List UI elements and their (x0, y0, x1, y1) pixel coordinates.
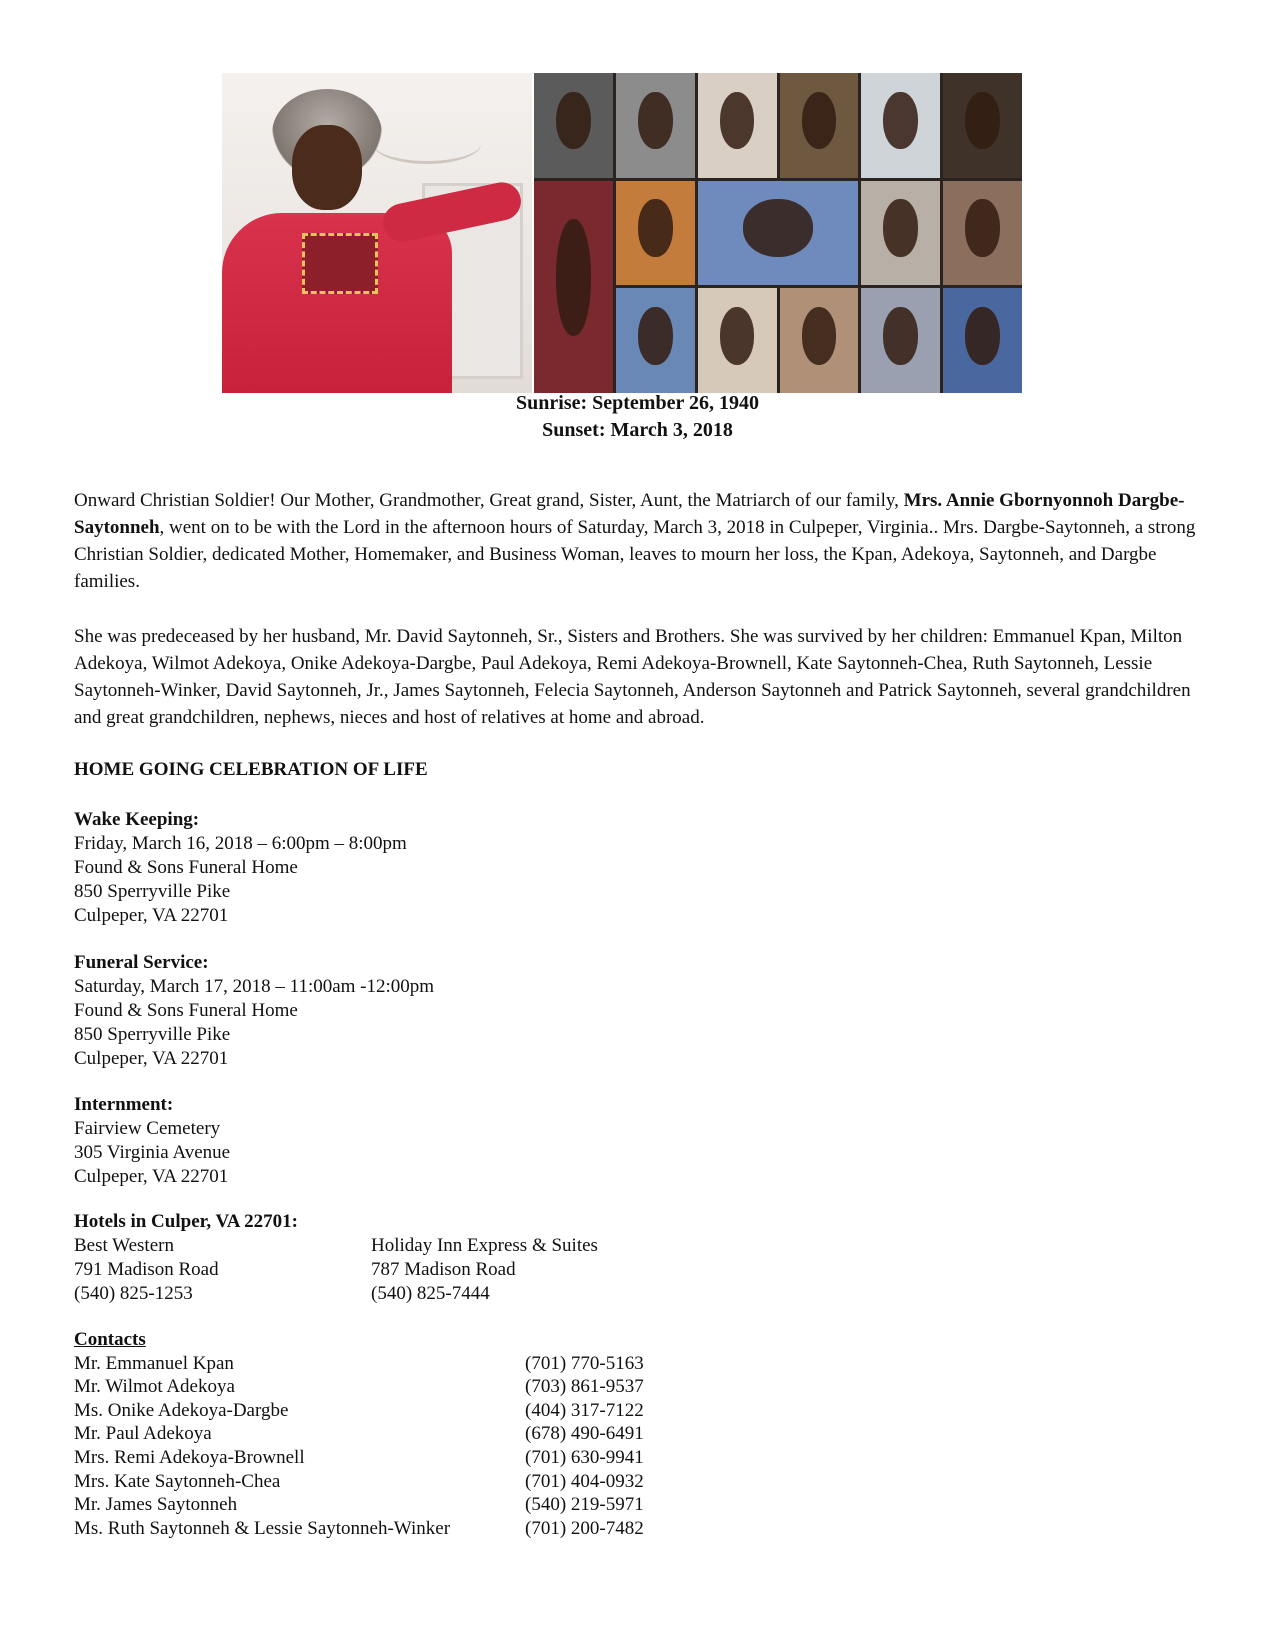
wake-line: Culpeper, VA 22701 (74, 905, 229, 926)
contact-row (74, 1375, 694, 1399)
internment-line: Fairview Cemetery (74, 1118, 221, 1139)
intro-rest: , went on to be with the Lord in the afternoon hours of Saturday, March 3, 2018 in Culpeper, Virginia.. Mrs. Dargbe-Saytonneh, a strong Christian Soldier, dedicated Mother, Homemaker, and Business Woman, leaves to mourn her loss, the Kpan, Adekoya, Saytonneh, and Dargbe families. (74, 517, 1196, 592)
internment-line: Culpeper, VA 22701 (74, 1166, 229, 1187)
contact-phone: (701) 404-0932 (525, 1470, 644, 1492)
contact-phone: (701) 770-5163 (525, 1352, 644, 1374)
intro-text: Onward Christian Soldier! Our Mother, Grandmother, Great grand, Sister, Aunt, the Matriarch of our family, (74, 490, 904, 511)
wake-title: Wake Keeping: (74, 809, 200, 830)
hotel-address: 791 Madison Road (74, 1259, 219, 1280)
celebration-heading: HOME GOING CELEBRATION OF LIFE (74, 759, 428, 780)
hotel-phone: (540) 825-1253 (74, 1283, 193, 1304)
contacts-section (74, 1328, 694, 1540)
collage-photo (534, 73, 613, 178)
contact-phone: (701) 200-7482 (525, 1517, 644, 1539)
collage-photo (698, 288, 777, 393)
wake-line: Friday, March 16, 2018 – 6:00pm – 8:00pm (74, 833, 407, 854)
funeral-line: Culpeper, VA 22701 (74, 1048, 229, 1069)
hotel-entry (74, 1234, 354, 1306)
hotel-name: Holiday Inn Express & Suites (371, 1235, 598, 1256)
collage-photo (780, 288, 859, 393)
collage-photo (943, 73, 1022, 178)
funeral-title: Funeral Service: (74, 952, 209, 973)
wake-section (74, 808, 407, 928)
collage-photo (780, 73, 859, 178)
collage-photo (616, 288, 695, 393)
hotels-title: Hotels in Culper, VA 22701: (74, 1211, 298, 1232)
collage-photo (861, 73, 940, 178)
contacts-title: Contacts (74, 1329, 146, 1350)
contact-phone: (540) 219-5971 (525, 1494, 644, 1516)
hotels-section (74, 1210, 598, 1304)
internment-line: 305 Virginia Avenue (74, 1142, 231, 1163)
wake-line: 850 Sperryville Pike (74, 881, 231, 902)
photo-collage (534, 73, 1022, 393)
contact-name: Mr. Paul Adekoya (74, 1423, 212, 1445)
sunset-date: Sunset: March 3, 2018 (542, 419, 733, 441)
contact-row (74, 1352, 694, 1376)
obituary-paragraph-2: She was predeceased by her husband, Mr. David Saytonneh, Sr., Sisters and Brothers. She was survived by her children: Emmanuel Kpan, Milton Adekoya, Wilmot Adekoya, Onike Adekoya-Dargbe, Paul Adekoya, Remi Adekoya-Brownell, Kate Saytonneh-Chea, Ruth Saytonneh, Lessie Saytonneh-Winker, David Saytonneh, Jr., James Saytonneh, Felecia Saytonneh, Anderson Saytonneh and Patrick Saytonneh, several grandchildren and great grandchildren, nephews, nieces and host of relatives at home and abroad. (74, 626, 1191, 728)
contact-name: Mrs. Remi Adekoya-Brownell (74, 1446, 305, 1468)
contact-name: Ms. Onike Adekoya-Dargbe (74, 1399, 289, 1421)
obituary-paragraph-1 (74, 487, 1204, 595)
collage-photo (943, 181, 1022, 286)
internment-title: Internment: (74, 1094, 174, 1115)
contact-name: Mr. Wilmot Adekoya (74, 1376, 235, 1398)
sunrise-date: Sunrise: September 26, 1940 (516, 392, 759, 414)
contact-name: Mr. James Saytonneh (74, 1494, 238, 1516)
contact-name: Mrs. Kate Saytonneh-Chea (74, 1470, 281, 1492)
contact-phone: (404) 317-7122 (525, 1399, 644, 1421)
hotel-address: 787 Madison Road (371, 1259, 516, 1280)
contact-row (74, 1399, 694, 1423)
collage-photo (943, 288, 1022, 393)
internment-section (74, 1093, 230, 1189)
hotel-entry (371, 1234, 651, 1306)
collage-photo (698, 73, 777, 178)
life-dates (0, 390, 1275, 444)
hotel-name: Best Western (74, 1235, 174, 1256)
funeral-line: Found & Sons Funeral Home (74, 1000, 298, 1021)
contact-row (74, 1470, 694, 1494)
collage-photo (861, 181, 940, 286)
deceased-name: Mrs. Annie Gbornyonnoh Dargbe-Saytonneh (74, 490, 1185, 538)
contact-row (74, 1517, 694, 1541)
contact-row (74, 1446, 694, 1470)
contact-phone: (678) 490-6491 (525, 1423, 644, 1445)
hotel-phone: (540) 825-7444 (371, 1283, 490, 1304)
collage-photo (534, 181, 613, 393)
contact-row (74, 1422, 694, 1446)
collage-photo (616, 181, 695, 286)
funeral-line: Saturday, March 17, 2018 – 11:00am -12:00pm (74, 976, 435, 997)
collage-photo (616, 73, 695, 178)
funeral-line: 850 Sperryville Pike (74, 1024, 231, 1045)
wake-line: Found & Sons Funeral Home (74, 857, 298, 878)
funeral-section (74, 951, 434, 1071)
portrait-photo (222, 73, 532, 393)
contact-phone: (703) 861-9537 (525, 1376, 644, 1398)
collage-photo (698, 181, 859, 286)
contact-row (74, 1493, 694, 1517)
contact-name: Ms. Ruth Saytonneh & Lessie Saytonneh-Winker (74, 1517, 451, 1539)
collage-photo (861, 288, 940, 393)
contact-phone: (701) 630-9941 (525, 1446, 644, 1468)
contact-name: Mr. Emmanuel Kpan (74, 1352, 234, 1374)
photo-block (222, 73, 1022, 393)
